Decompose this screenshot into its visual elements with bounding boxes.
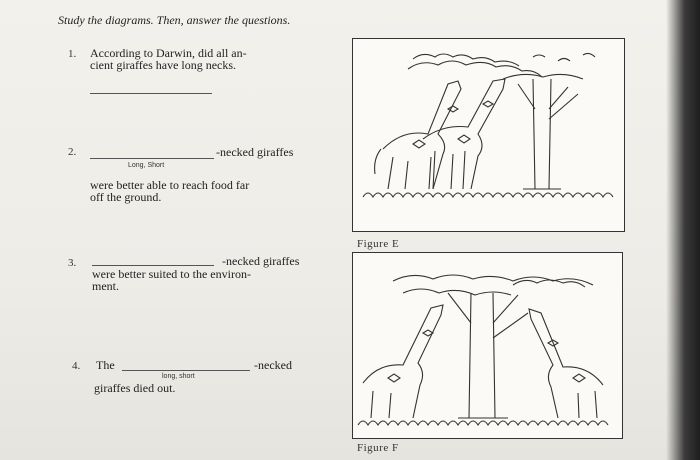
figure-f-illustration (352, 252, 623, 439)
q3-line2: ment. (92, 279, 119, 293)
figure-e-illustration (352, 38, 625, 232)
page-shadow-edge (666, 0, 700, 460)
q2-options: Long, Short (128, 162, 165, 169)
q2-line2: off the ground. (90, 190, 162, 204)
q4-number: 4. (72, 360, 81, 372)
instructions: Study the diagrams. Then, answer the questions. (58, 13, 291, 27)
q3-number: 3. (68, 257, 77, 269)
q1-answer-blank[interactable] (90, 93, 212, 94)
q3-suffix: -necked giraffes (222, 254, 300, 268)
q3-answer-blank[interactable] (92, 265, 214, 266)
q3-line1: were better suited to the environ- (92, 267, 251, 281)
q1-line1: According to Darwin, did all an- (90, 46, 247, 60)
q4-suffix: -necked (254, 358, 292, 372)
q4-line1: giraffes died out. (94, 381, 176, 395)
q1-number: 1. (68, 48, 77, 60)
q4-answer-blank[interactable] (122, 370, 250, 371)
q4-options: long, short (162, 373, 195, 380)
q2-answer-blank[interactable] (90, 158, 214, 159)
q1-line2: cient giraffes have long necks. (90, 58, 237, 72)
q2-suffix: -necked giraffes (216, 145, 294, 159)
q2-line1: were better able to reach food far (90, 178, 250, 192)
figure-f-caption: Figure F (357, 442, 399, 454)
q2-number: 2. (68, 146, 77, 158)
q4-prefix: The (96, 358, 115, 372)
figure-e-caption: Figure E (357, 238, 400, 250)
